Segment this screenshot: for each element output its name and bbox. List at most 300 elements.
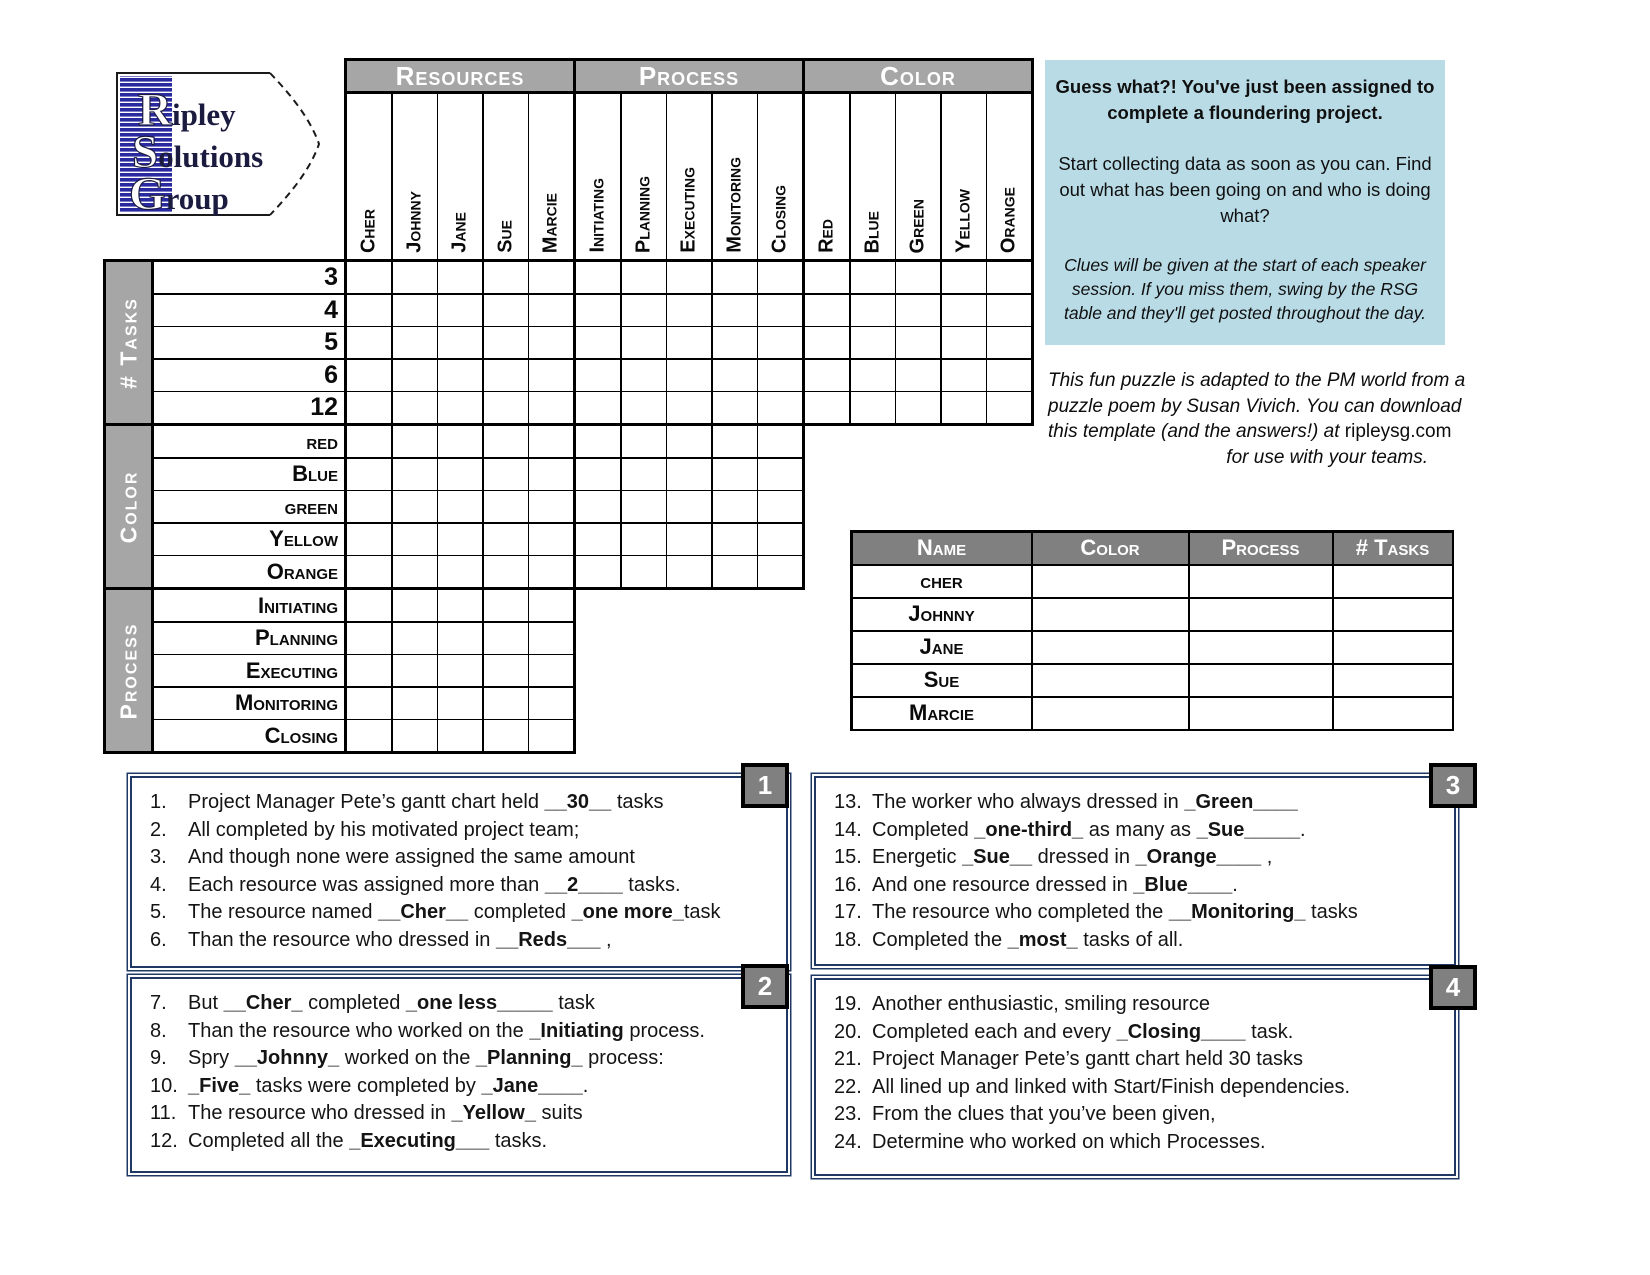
- row-group-header: [106, 590, 151, 751]
- grid-cell[interactable]: [942, 360, 986, 391]
- clue-text-segment: .: [582, 1074, 589, 1097]
- grid-cell[interactable]: [987, 262, 1031, 293]
- grid-cell[interactable]: [713, 524, 757, 555]
- info-note-line: table and they'll get posted throughout the day.: [1063, 303, 1427, 323]
- clue-line: [834, 789, 1448, 817]
- grid-cell[interactable]: [438, 327, 482, 358]
- grid-cell[interactable]: [667, 459, 711, 490]
- clue-text-segment: completed: [468, 901, 572, 923]
- info-note: [1055, 253, 1435, 325]
- grid-cell[interactable]: [622, 491, 666, 522]
- grid-cell[interactable]: [667, 491, 711, 522]
- grid-cell[interactable]: [758, 360, 802, 391]
- grid-cell[interactable]: [987, 295, 1031, 326]
- grid-cell[interactable]: [484, 360, 528, 391]
- grid-cell[interactable]: [758, 491, 802, 522]
- clue-line: [834, 1074, 1448, 1102]
- grid-cell[interactable]: [896, 295, 940, 326]
- clue-text: [872, 789, 1298, 817]
- grid-cell[interactable]: [347, 392, 391, 423]
- grid-cell[interactable]: [484, 720, 528, 751]
- grid-cell[interactable]: [438, 360, 482, 391]
- grid-cell[interactable]: [896, 392, 940, 423]
- grid-cell[interactable]: [851, 262, 895, 293]
- grid-cell[interactable]: [438, 262, 482, 293]
- grid-cell[interactable]: [438, 655, 482, 686]
- grid-cell[interactable]: [529, 459, 573, 490]
- column-label-cell: [484, 94, 528, 259]
- clue-number: 13.: [834, 791, 862, 813]
- grid-cell[interactable]: [484, 491, 528, 522]
- clue-number: 1.: [150, 791, 167, 813]
- grid-cell[interactable]: [347, 360, 391, 391]
- grid-cell[interactable]: [529, 623, 573, 654]
- clue-text-segment: Each resource was assigned more than: [188, 873, 545, 896]
- clue-text: [872, 1129, 1266, 1157]
- clue-text: [872, 1101, 1216, 1129]
- clue-answer-blank: _Jane____: [481, 1074, 583, 1097]
- grid-cell[interactable]: [438, 295, 482, 326]
- grid-cell[interactable]: [942, 327, 986, 358]
- grid-cell[interactable]: [393, 590, 437, 621]
- column-label-cell: [805, 94, 849, 259]
- column-label: Planning: [632, 175, 654, 253]
- grid-cell[interactable]: [667, 556, 711, 587]
- grid-cell[interactable]: [529, 295, 573, 326]
- clue-line: [834, 991, 1448, 1019]
- clue-answer-blank: _one-third_: [974, 818, 1084, 841]
- attribution-line: [1048, 368, 1466, 394]
- grid-cell[interactable]: [484, 524, 528, 555]
- grid-cell[interactable]: [622, 392, 666, 423]
- grid-cell[interactable]: [713, 426, 757, 457]
- grid-cell[interactable]: [393, 262, 437, 293]
- grid-cell[interactable]: [529, 590, 573, 621]
- grid-cell[interactable]: [347, 426, 391, 457]
- grid-cell[interactable]: [622, 426, 666, 457]
- grid-cell[interactable]: [529, 360, 573, 391]
- clue-line: [150, 1045, 780, 1073]
- grid-cell[interactable]: [484, 688, 528, 719]
- grid-cell[interactable]: [393, 623, 437, 654]
- answer-blank-cell[interactable]: [1033, 599, 1188, 630]
- clue-text-segment: ,: [600, 928, 612, 951]
- grid-cell[interactable]: [529, 720, 573, 751]
- grid-cell[interactable]: [438, 688, 482, 719]
- grid-cell[interactable]: [438, 524, 482, 555]
- answer-name-cell: cher: [853, 566, 1031, 597]
- clue-box-number-tag: 4: [1429, 965, 1477, 1010]
- grid-cell[interactable]: [851, 392, 895, 423]
- clue-line: [834, 927, 1448, 955]
- grid-cell-block: [805, 262, 1031, 423]
- answer-table-header: Color: [1033, 533, 1188, 564]
- clue-box-4: [814, 978, 1456, 1176]
- answer-blank-cell[interactable]: [1033, 698, 1188, 729]
- clue-text-segment: tasks: [1305, 901, 1358, 923]
- clue-text: [872, 1046, 1303, 1074]
- grid-cell[interactable]: [347, 655, 391, 686]
- row-label-cell: 12: [154, 392, 344, 423]
- answer-table-header: Name: [853, 533, 1031, 564]
- answer-blank-cell[interactable]: [1190, 698, 1332, 729]
- info-heading-line: Guess what?! You've just been assigned to: [1055, 76, 1435, 97]
- grid-cell[interactable]: [484, 392, 528, 423]
- grid-cell[interactable]: [758, 459, 802, 490]
- grid-cell[interactable]: [438, 720, 482, 751]
- row-label-cell: 3: [154, 262, 344, 293]
- grid-cell[interactable]: [529, 655, 573, 686]
- grid-cell[interactable]: [576, 556, 620, 587]
- attribution-segment: for use with your teams.: [1226, 446, 1428, 468]
- clue-answer-blank: _Blue____: [1133, 873, 1233, 896]
- column-label-cell: [347, 94, 391, 259]
- grid-cell[interactable]: [622, 262, 666, 293]
- answer-blank-cell[interactable]: [1334, 632, 1452, 663]
- grid-cell[interactable]: [347, 688, 391, 719]
- grid-cell[interactable]: [484, 590, 528, 621]
- grid-cell[interactable]: [896, 262, 940, 293]
- grid-cell[interactable]: [942, 262, 986, 293]
- attribution-note: [1048, 368, 1466, 470]
- logo-line-1: Ripley: [138, 84, 236, 136]
- grid-cell[interactable]: [942, 392, 986, 423]
- grid-cell[interactable]: [347, 623, 391, 654]
- grid-cell[interactable]: [896, 327, 940, 358]
- clue-text: [188, 1073, 588, 1101]
- attribution-segment: ripleysg.com: [1344, 421, 1452, 442]
- clue-line: [834, 872, 1448, 900]
- row-label-cell: green: [154, 491, 344, 522]
- row-label-cell: Orange: [154, 556, 344, 587]
- clue-line: [150, 872, 780, 900]
- answer-blank-cell[interactable]: [1334, 665, 1452, 696]
- grid-cell[interactable]: [667, 295, 711, 326]
- grid-cell[interactable]: [622, 459, 666, 490]
- grid-cell[interactable]: [484, 655, 528, 686]
- attribution-line: [1048, 394, 1462, 420]
- clue-line: [150, 1100, 780, 1128]
- grid-cell[interactable]: [758, 262, 802, 293]
- clue-line: [150, 927, 780, 955]
- grid-cell[interactable]: [484, 262, 528, 293]
- grid-cell[interactable]: [438, 623, 482, 654]
- answer-blank-cell[interactable]: [1190, 632, 1332, 663]
- grid-cell[interactable]: [758, 392, 802, 423]
- grid-cell[interactable]: [713, 491, 757, 522]
- column-label-group: [576, 94, 802, 259]
- grid-cell[interactable]: [622, 360, 666, 391]
- clue-text-segment: The worker who always dressed in: [872, 791, 1185, 813]
- grid-cell[interactable]: [805, 262, 849, 293]
- answer-table-header: Process: [1190, 533, 1332, 564]
- clue-text-segment: .: [1300, 818, 1306, 841]
- grid-cell[interactable]: [484, 556, 528, 587]
- column-label-cell: [713, 94, 757, 259]
- grid-cell[interactable]: [393, 556, 437, 587]
- grid-cell[interactable]: [347, 524, 391, 555]
- grid-cell[interactable]: [713, 327, 757, 358]
- grid-cell[interactable]: [896, 360, 940, 391]
- answer-blank-cell[interactable]: [1033, 632, 1188, 663]
- answer-blank-cell[interactable]: [1190, 599, 1332, 630]
- clue-text-segment: completed: [302, 992, 406, 1014]
- answer-blank-cell[interactable]: [1033, 566, 1188, 597]
- rsg-logo: [112, 68, 327, 223]
- grid-cell[interactable]: [758, 426, 802, 457]
- clue-line: [834, 844, 1448, 872]
- clue-line: [150, 990, 780, 1018]
- row-group-header: [106, 262, 151, 423]
- row-labels-tasks: [103, 259, 347, 426]
- column-label: Blue: [861, 210, 883, 253]
- grid-cell[interactable]: [667, 392, 711, 423]
- clue-answer-blank: _Closing____: [1116, 1020, 1246, 1043]
- grid-cell[interactable]: [805, 392, 849, 423]
- grid-cell[interactable]: [576, 491, 620, 522]
- clue-line: [834, 1101, 1448, 1129]
- grid-cell[interactable]: [393, 426, 437, 457]
- clue-text-segment: Completed: [872, 818, 975, 841]
- clue-text-segment: Completed the: [872, 928, 1008, 951]
- grid-cells-process: [344, 587, 576, 754]
- clue-answer-blank: __2____: [544, 873, 623, 896]
- clue-text-segment: task: [552, 992, 595, 1014]
- clue-answer-blank: __Johnny_: [234, 1047, 340, 1069]
- clue-number: 15.: [834, 846, 862, 868]
- grid-cell[interactable]: [438, 426, 482, 457]
- column-label-cell: [393, 94, 437, 259]
- column-label-cell: [987, 94, 1031, 259]
- grid-cell[interactable]: [529, 262, 573, 293]
- answer-name-cell: Marcie: [853, 698, 1031, 729]
- grid-cell[interactable]: [347, 590, 391, 621]
- grid-cell[interactable]: [758, 556, 802, 587]
- grid-cell[interactable]: [805, 360, 849, 391]
- clue-text-segment: tasks were completed by: [250, 1074, 482, 1097]
- answer-blank-cell[interactable]: [1334, 599, 1452, 630]
- clue-line: [150, 817, 780, 845]
- clue-text-segment: tasks: [611, 791, 664, 813]
- column-label-cell: [896, 94, 940, 259]
- grid-cell[interactable]: [393, 392, 437, 423]
- clue-text-segment: dressed in: [1032, 846, 1136, 868]
- row-label-cell: 6: [154, 360, 344, 391]
- grid-cell[interactable]: [805, 295, 849, 326]
- clue-number: 23.: [834, 1103, 862, 1125]
- clue-line: [150, 1018, 780, 1046]
- grid-cell[interactable]: [347, 262, 391, 293]
- grid-cell[interactable]: [987, 360, 1031, 391]
- column-label-group: [805, 94, 1031, 259]
- clue-number: 24.: [834, 1130, 862, 1153]
- grid-cell[interactable]: [484, 459, 528, 490]
- answer-blank-cell[interactable]: [1334, 698, 1452, 729]
- grid-cell[interactable]: [576, 360, 620, 391]
- clue-number: 19.: [834, 993, 862, 1015]
- info-body-line: out what has been going on and who is doing: [1059, 179, 1431, 200]
- grid-cell[interactable]: [576, 327, 620, 358]
- clue-text: [188, 872, 681, 900]
- clue-text-segment: But: [188, 992, 224, 1014]
- grid-cell[interactable]: [529, 688, 573, 719]
- clue-number: 9.: [150, 1047, 167, 1069]
- clue-text: [188, 990, 595, 1018]
- clue-answer-blank: __Monitoring_: [1168, 901, 1306, 923]
- attribution-line: [1048, 445, 1428, 471]
- answer-table-header: # Tasks: [1334, 533, 1452, 564]
- grid-cell[interactable]: [758, 327, 802, 358]
- clue-number: 16.: [834, 873, 862, 896]
- grid-cell[interactable]: [438, 590, 482, 621]
- clue-text-segment: The resource who dressed in: [188, 1102, 452, 1124]
- clue-text: [872, 1074, 1350, 1102]
- clue-text-segment: And one resource dressed in: [872, 873, 1134, 896]
- grid-cell[interactable]: [667, 262, 711, 293]
- row-label-cell: Monitoring: [154, 688, 344, 719]
- grid-cell[interactable]: [347, 459, 391, 490]
- grid-cell[interactable]: [484, 295, 528, 326]
- clue-text-segment: ,: [1261, 846, 1273, 868]
- grid-cell[interactable]: [713, 556, 757, 587]
- answer-name-cell: Jane: [853, 632, 1031, 663]
- grid-cell[interactable]: [529, 491, 573, 522]
- grid-cell[interactable]: [484, 426, 528, 457]
- grid-cell[interactable]: [393, 295, 437, 326]
- grid-cell[interactable]: [622, 524, 666, 555]
- clue-line: [834, 899, 1448, 927]
- grid-cells-color: [344, 423, 805, 590]
- clue-answer-blank: _Sue__: [962, 846, 1033, 868]
- clue-text-segment: From the clues that you’ve been given,: [872, 1103, 1216, 1125]
- column-label-cell: [851, 94, 895, 259]
- grid-cell[interactable]: [438, 459, 482, 490]
- grid-cell[interactable]: [529, 524, 573, 555]
- grid-cell[interactable]: [576, 524, 620, 555]
- grid-cell[interactable]: [484, 623, 528, 654]
- clue-text-segment: Energetic: [872, 846, 963, 868]
- answer-name-cell: Johnny: [853, 599, 1031, 630]
- answer-blank-cell[interactable]: [1033, 665, 1188, 696]
- row-label-cell: red: [154, 426, 344, 457]
- grid-cell[interactable]: [438, 392, 482, 423]
- grid-cell[interactable]: [667, 360, 711, 391]
- grid-cell[interactable]: [576, 262, 620, 293]
- grid-cell[interactable]: [576, 426, 620, 457]
- grid-cell[interactable]: [667, 327, 711, 358]
- grid-cell[interactable]: [713, 459, 757, 490]
- grid-cell[interactable]: [576, 459, 620, 490]
- clue-text-segment: The resource who completed the: [872, 901, 1169, 923]
- grid-cell[interactable]: [347, 327, 391, 358]
- clue-text-segment: Completed all the: [188, 1129, 350, 1152]
- grid-cell[interactable]: [438, 491, 482, 522]
- clue-answer-blank: _Orange____: [1135, 846, 1262, 868]
- clue-text-segment: tasks.: [622, 873, 681, 896]
- clue-text: [188, 789, 664, 817]
- grid-cell[interactable]: [529, 392, 573, 423]
- grid-cell[interactable]: [713, 262, 757, 293]
- clue-number: 8.: [150, 1019, 167, 1042]
- row-group-label: Color: [115, 470, 141, 543]
- grid-cell[interactable]: [393, 459, 437, 490]
- column-group-header-bar: [344, 58, 1034, 94]
- clue-text: [188, 844, 635, 872]
- answer-blank-cell[interactable]: [1334, 566, 1452, 597]
- grid-cell[interactable]: [942, 295, 986, 326]
- grid-cell[interactable]: [758, 524, 802, 555]
- clue-box-number-tag: 2: [741, 964, 789, 1009]
- clue-text-segment: suits: [535, 1102, 583, 1124]
- grid-cell[interactable]: [622, 327, 666, 358]
- grid-cell[interactable]: [393, 524, 437, 555]
- clue-text: [872, 899, 1358, 927]
- column-labels: [344, 91, 1034, 262]
- clue-text-segment: All completed by his motivated project team;: [188, 818, 580, 841]
- grid-cell[interactable]: [347, 295, 391, 326]
- grid-cell[interactable]: [529, 556, 573, 587]
- row-label-cell: Initiating: [154, 590, 344, 621]
- grid-cell[interactable]: [393, 360, 437, 391]
- clue-answer-blank: __Cher_: [223, 992, 303, 1014]
- grid-cell[interactable]: [851, 295, 895, 326]
- grid-cell[interactable]: [484, 327, 528, 358]
- grid-cell[interactable]: [438, 556, 482, 587]
- grid-cell[interactable]: [758, 295, 802, 326]
- row-label-cell: Yellow: [154, 524, 344, 555]
- clue-answer-blank: _one less_____: [405, 992, 553, 1014]
- clue-text-segment: task.: [1245, 1020, 1294, 1043]
- grid-cell[interactable]: [529, 426, 573, 457]
- info-heading: [1055, 74, 1435, 126]
- grid-cell[interactable]: [622, 556, 666, 587]
- grid-cell[interactable]: [393, 655, 437, 686]
- grid-cell[interactable]: [347, 720, 391, 751]
- clue-text: [188, 1128, 547, 1156]
- clue-answer-blank: _Planning_: [475, 1047, 583, 1069]
- grid-cell[interactable]: [529, 327, 573, 358]
- grid-cell[interactable]: [713, 295, 757, 326]
- answer-blank-cell[interactable]: [1190, 665, 1332, 696]
- grid-cell[interactable]: [622, 295, 666, 326]
- answer-blank-cell[interactable]: [1190, 566, 1332, 597]
- clue-answer-blank: __Reds___: [495, 928, 601, 951]
- grid-cell[interactable]: [987, 327, 1031, 358]
- grid-cell[interactable]: [347, 556, 391, 587]
- clue-answer-blank: _Five_: [188, 1074, 251, 1097]
- grid-cell[interactable]: [987, 392, 1031, 423]
- clue-answer-blank: _Sue_____: [1196, 818, 1300, 841]
- grid-cell[interactable]: [851, 360, 895, 391]
- info-note-line: session. If you miss them, swing by the RSG: [1071, 279, 1419, 299]
- grid-cell[interactable]: [576, 295, 620, 326]
- grid-cell[interactable]: [347, 491, 391, 522]
- grid-cell[interactable]: [576, 392, 620, 423]
- grid-cell[interactable]: [713, 360, 757, 391]
- grid-cell[interactable]: [851, 327, 895, 358]
- info-note-line: Clues will be given at the start of each speaker: [1064, 255, 1426, 275]
- clue-number: 18.: [834, 928, 862, 951]
- grid-cell[interactable]: [713, 392, 757, 423]
- grid-cell[interactable]: [393, 491, 437, 522]
- grid-cell[interactable]: [393, 720, 437, 751]
- grid-cell[interactable]: [805, 327, 849, 358]
- clue-number: 6.: [150, 928, 167, 951]
- grid-cell[interactable]: [667, 524, 711, 555]
- grid-cell[interactable]: [393, 327, 437, 358]
- grid-cell[interactable]: [393, 688, 437, 719]
- grid-cell[interactable]: [667, 426, 711, 457]
